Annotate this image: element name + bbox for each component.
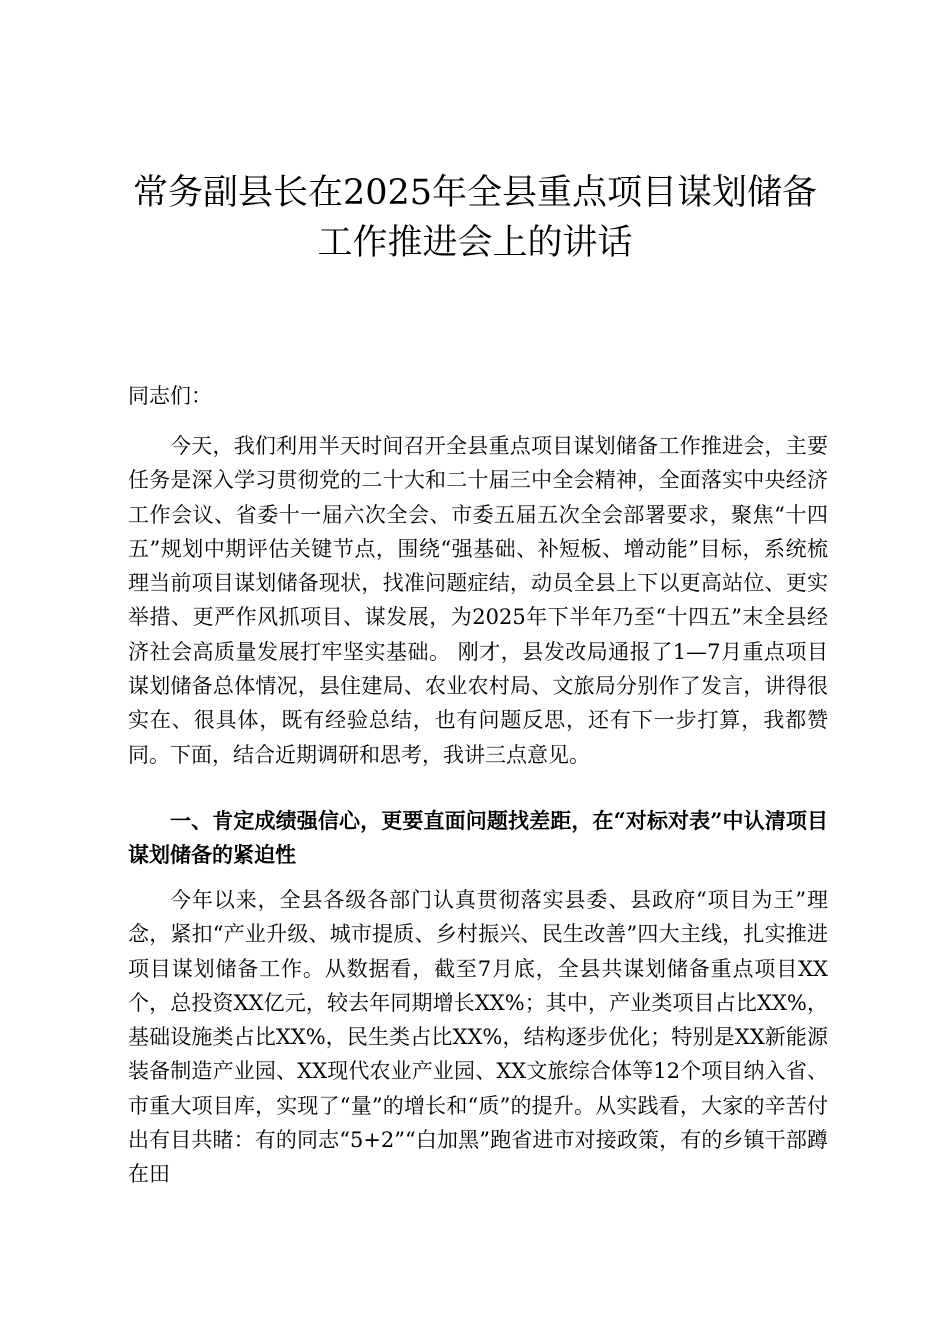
- body-paragraph-1: 今天，我们利用半天时间召开全县重点项目谋划储备工作推进会，主要任务是深入学习贯彻党的二十大和二十届三中全会精神，全面落实中央经济工作会议、省委十一届六次全会、市委五届五次全会部署要求，聚焦“十四五”规划中期评估关键节点，围绕“强基础、补短板、增动能”目标，系统梳理当前项目谋划储备现状，找准问题症结，动员全县上下以更高站位、更实举措、更严作风抓项目、谋发展，为2025年下半年乃至“十四五”末全县经济社会高质量发展打牢坚实基础。 刚才，县发改局通报了1—7月重点项目谋划储备总体情况，县住建局、农业农村局、文旅局分别作了发言，讲得很实在、很具体，既有经验总结，也有问题反思，还有下一步打算，我都赞同。下面，结合近期调研和思考，我讲三点意见。: [128, 434, 828, 767]
- salutation: 同志们：: [128, 384, 212, 408]
- body-paragraph-2: 今年以来，全县各级各部门认真贯彻落实县委、县政府“项目为王”理念，紧扣“产业升级、城市提质、乡村振兴、民生改善”四大主线，扎实推进项目谋划储备工作。从数据看，截至7月底，全县共谋划储备重点项目XX个，总投资XX亿元，较去年同期增长XX%；其中，产业类项目占比XX%，基础设施类占比XX%，民生类占比XX%，结构逐步优化；特别是XX新能源装备制造产业园、XX现代农业产业园、XX文旅综合体等12个项目纳入省、市重大项目库，实现了“量”的增长和“质”的提升。从实践看，大家的辛苦付出有目共睹：有的同志“5+2”“白加黑”跑省进市对接政策，有的乡镇干部蹲在田: [128, 888, 828, 1187]
- document-title: 常务副县长在2025年全县重点项目谋划储备工作推进会上的讲话: [132, 173, 818, 263]
- section-heading-1: 一、肯定成绩强信心，更要直面问题找差距，在“对标对表”中认清项目谋划储备的紧迫性: [128, 808, 828, 867]
